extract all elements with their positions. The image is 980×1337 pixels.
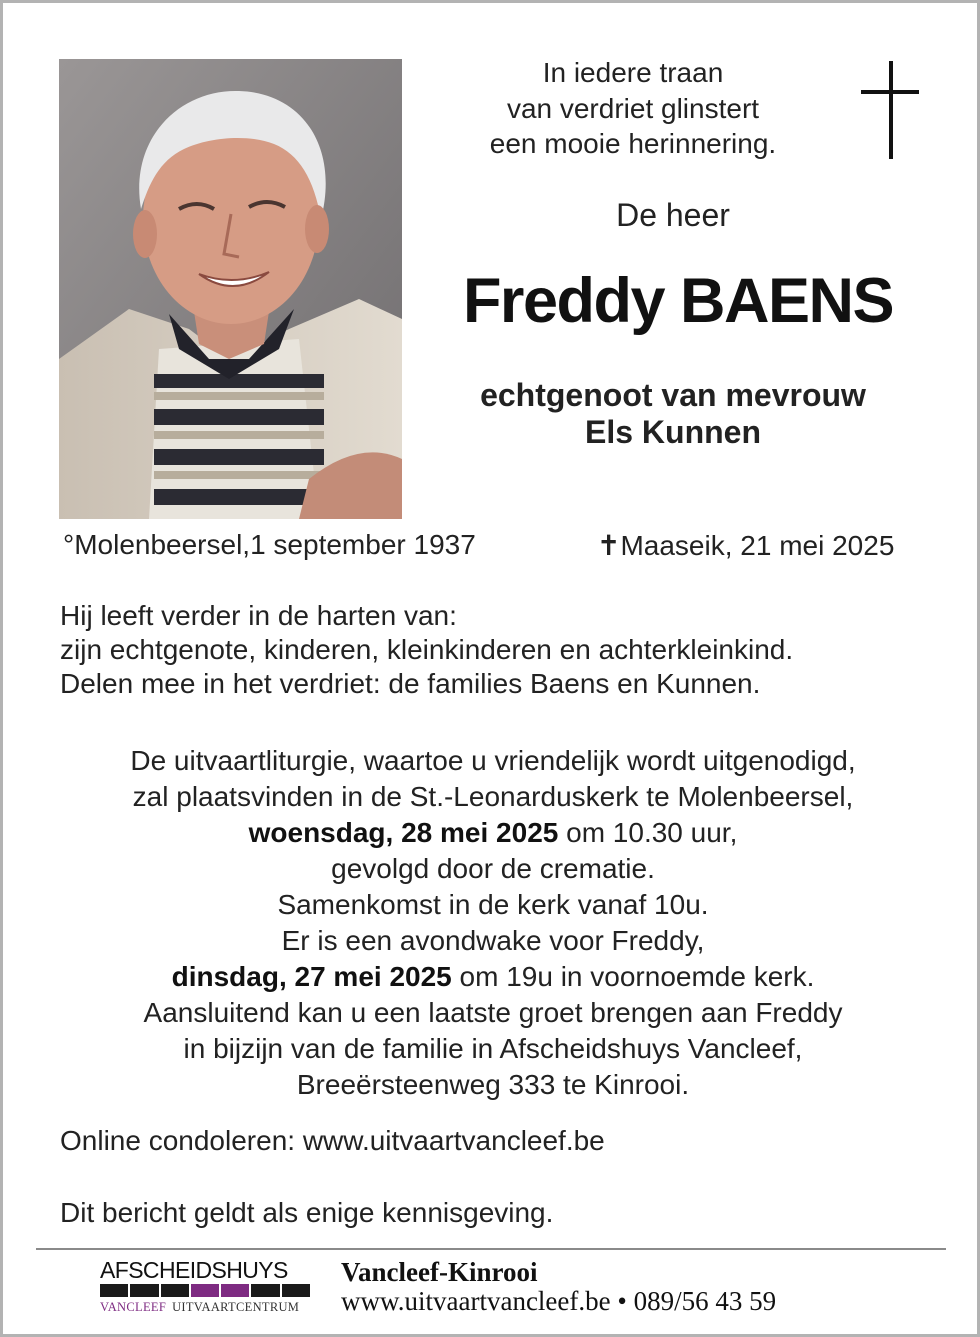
logo-title: AFSCHEIDSHUYS <box>100 1257 288 1283</box>
portrait-photo <box>59 59 402 519</box>
funeral-date: woensdag, 28 mei 2025 <box>248 817 559 848</box>
service-line: Breeërsteenweg 333 te Kinrooi. <box>296 1069 690 1100</box>
birth-info: °Molenbeersel,1 september 1937 <box>63 529 476 560</box>
vigil-time: om 19u in voornoemde kerk. <box>451 961 815 992</box>
survivors-line: Delen mee in het verdriet: de families Baens en Kunnen. <box>60 668 761 699</box>
service-line: Er is een avondwake voor Freddy, <box>281 925 705 956</box>
logo-subtitle <box>100 1300 299 1315</box>
service-line: gevolgd door de crematie. <box>331 853 655 884</box>
funeral-home-contact: www.uitvaartvancleef.be • 089/56 43 59 <box>341 1286 777 1316</box>
logo-bars <box>100 1284 310 1297</box>
funeral-time: om 10.30 uur, <box>558 817 738 848</box>
memorial-quote <box>443 55 823 162</box>
service-line <box>43 815 943 851</box>
funeral-service-text <box>43 743 943 1103</box>
spouse-info <box>433 377 913 451</box>
footer-divider <box>36 1248 946 1250</box>
service-line: De uitvaartliturgie, waartoe u vriendelijk wordt uitgenodigd, <box>130 745 856 776</box>
quote-line: van verdriet glinstert <box>506 92 760 124</box>
service-line: Samenkomst in de kerk vanaf 10u. <box>277 889 709 920</box>
survivors-line: Hij leeft verder in de harten van: <box>60 600 457 631</box>
deceased-name: Freddy BAENS <box>462 266 894 336</box>
funeral-home-logo <box>100 1257 310 1317</box>
notice-text: Dit bericht geldt als enige kennisgeving. <box>60 1197 554 1228</box>
survivors-line: zijn echtgenote, kinderen, kleinkinderen en achterkleinkind. <box>60 634 794 665</box>
logo-sub-center: UITVAARTCENTRUM <box>172 1300 300 1314</box>
service-line <box>43 959 943 995</box>
survivors-text <box>60 599 940 701</box>
quote-line: een mooie herinnering. <box>489 128 777 159</box>
death-info: ✝Maaseik, 21 mei 2025 <box>597 530 895 561</box>
spouse-line: echtgenoot van mevrouw <box>480 377 866 413</box>
spouse-name: Els Kunnen <box>584 414 761 450</box>
service-line: in bijzijn van de familie in Afscheidshuys Vancleef, <box>183 1033 803 1064</box>
online-condolences: Online condoleren: www.uitvaartvancleef.be <box>60 1125 605 1156</box>
quote-line: In iedere traan <box>542 57 724 88</box>
logo-sub-vancleef: VANCLEEF <box>100 1300 167 1314</box>
cross-icon <box>861 61 919 159</box>
funeral-home-name: Vancleef-Kinrooi <box>341 1257 538 1287</box>
salutation: De heer <box>616 197 730 233</box>
service-line: Aansluitend kan u een laatste groet brengen aan Freddy <box>143 997 843 1028</box>
service-line: zal plaatsvinden in de St.-Leonarduskerk te Molenbeersel, <box>132 781 854 812</box>
vigil-date: dinsdag, 27 mei 2025 <box>171 961 452 992</box>
